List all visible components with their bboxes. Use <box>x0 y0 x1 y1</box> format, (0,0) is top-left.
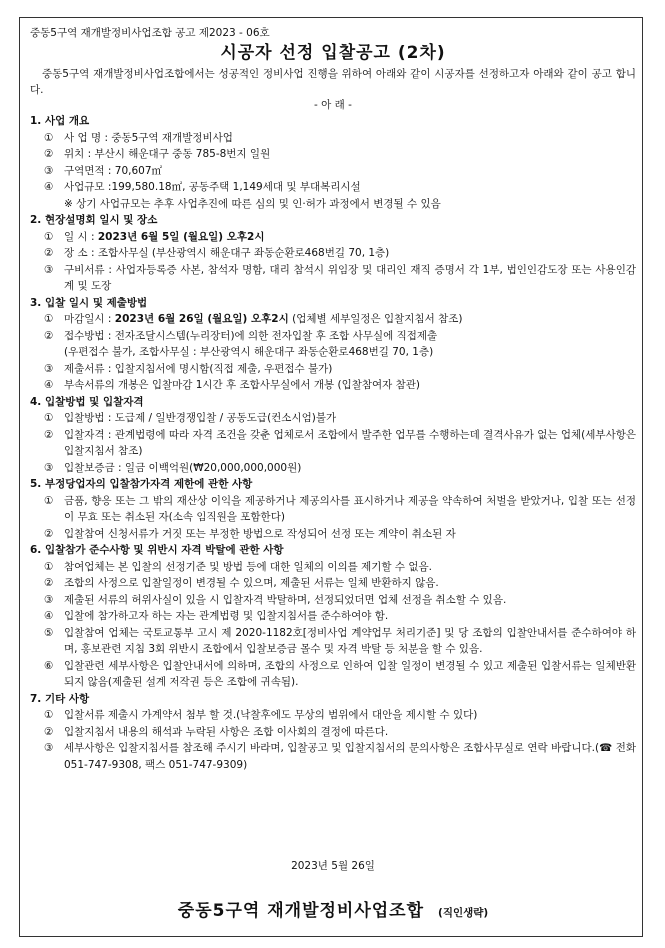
item-number: ③ <box>44 263 54 276</box>
item-number: ② <box>44 329 54 342</box>
item-text: 입찰보증금 : 일금 이백억원(₩20,000,000,000원) <box>64 461 302 474</box>
item-text: 위치 : 부산시 해운대구 중동 785-8번지 일원 <box>64 148 271 160</box>
section-heading: 6. 입찰참가 준수사항 및 위반시 자격 박탈에 관한 사항 <box>30 544 284 556</box>
item-text: 접수방법 : 전자조달시스템(누리장터)에 의한 전자입찰 후 조합 사무실에 직접제출 <box>64 329 438 342</box>
item-number: ⑥ <box>44 659 54 672</box>
item-number: ④ <box>44 610 54 622</box>
item-text: 입찰에 참가하고자 하는 자는 관계법령 및 입찰지침서를 준수하여야 함. <box>64 610 389 622</box>
scale-note: ※ 상기 사업규모는 추후 사업추진에 따른 심의 및 인·허가 과정에서 변경될 수 있음 <box>64 197 441 210</box>
section-bid-method <box>30 394 636 477</box>
item-text: 일 시 : <box>64 230 98 243</box>
item-text: 입찰방법 : 도급제 / 일반경쟁입찰 / 공동도급(컨소시엄)불가 <box>64 412 337 424</box>
section-heading: 2. 현장설명회 일시 및 장소 <box>30 214 158 226</box>
item-text: 구역면적 : 70,607㎡ <box>64 164 163 177</box>
list-item <box>30 427 636 460</box>
item-number: ③ <box>44 164 54 177</box>
section-briefing <box>30 212 636 295</box>
item-text: 구비서류 : 사업자등록증 사본, 참석자 명함, 대리 참석시 위임장 및 대리인 재직 증명서 각 1부, 법인인감도장 또는 사용인감계 및 도장 <box>64 263 636 292</box>
item-number: ① <box>44 494 54 507</box>
section-bid-submission <box>30 295 636 394</box>
item-text: 입찰서류 제출시 가계약서 첨부 할 것.(낙찰후에도 무상의 범위에서 대안을 제시할 수 있다) <box>64 709 478 721</box>
item-text: (우편접수 불가, 조합사무실 : 부산광역시 해운대구 좌동순환로468번길 70, 1층) <box>64 346 434 358</box>
list-item <box>30 229 636 246</box>
list-item <box>30 179 636 196</box>
item-text: 입찰참여 업체는 국토교통부 고시 제 2020-1182호[정비사업 계약업무 처리기준] 및 당 조합의 입찰안내서를 준수하여야 하며, 홍보관련 지침 3회 위반시 조합에서 입찰보증금 몰수 및 자격 박탈 등 처분을 할 수 있음. <box>64 626 636 655</box>
section-project-overview <box>30 113 636 212</box>
item-number: ② <box>44 148 54 160</box>
list-item <box>30 707 636 724</box>
item-number: ④ <box>44 181 54 193</box>
item-number: ① <box>44 709 54 721</box>
section-other <box>30 691 636 774</box>
item-number: ② <box>44 428 54 441</box>
item-number: ① <box>44 230 54 243</box>
item-number: ② <box>44 247 54 259</box>
item-text: 금품, 향응 또는 그 밖의 재산상 이익을 제공하거나 제공의사를 표시하거나 제공을 약속하여 처벌을 받았거나, 입찰 또는 선정이 무효 또는 취소된 자(소속 임직원을 포함한다) <box>64 494 636 523</box>
list-item-continuation <box>30 344 636 361</box>
list-item <box>30 245 636 262</box>
list-item <box>30 526 636 543</box>
item-text: 마감일시 : <box>64 313 115 325</box>
item-text: 입찰관련 세부사항은 입찰안내서에 의하며, 조합의 사정으로 인하여 입찰 일정이 변경될 수 있고 제출된 입찰서류는 일체반환 되지 않음(제출된 설계 저작권 등은 조합에 귀속됨). <box>64 659 636 688</box>
intro-paragraph: 중동5구역 재개발정비사업조합에서는 성공적인 정비사업 진행을 위하여 아래와 같이 시공자를 선정하고자 아래와 같이 공고 합니다. <box>30 68 636 96</box>
list-item <box>30 460 636 477</box>
list-item <box>30 592 636 609</box>
section-disqualification <box>30 476 636 542</box>
section-heading: 7. 기타 사항 <box>30 692 90 705</box>
item-number: ③ <box>44 362 54 375</box>
list-item <box>30 377 636 394</box>
item-text: 제출서류 : 입찰지침서에 명시함(직접 제출, 우편접수 불가) <box>64 362 333 375</box>
item-text: 참여업체는 본 입찰의 선정기준 및 방법 등에 대한 일체의 이의를 제기할 수 없음. <box>64 560 432 573</box>
item-text: 제출된 서류의 허위사실이 있을 시 입찰자격 박탈하며, 선정되었더면 업체 선정을 취소할 수 있음. <box>64 593 507 606</box>
list-item <box>30 361 636 378</box>
item-number: ④ <box>44 379 54 391</box>
item-number: ⑤ <box>44 626 54 639</box>
item-number: ① <box>44 131 54 144</box>
list-item <box>30 410 636 427</box>
item-text: 장 소 : 조합사무실 (부산광역시 해운대구 좌동순환로468번길 70, 1층) <box>64 247 390 259</box>
seal-omitted-note: (직인생략) <box>438 907 489 919</box>
item-text: 입찰자격 : 관계법령에 따라 자격 조건을 갖춘 업체로서 조합에서 발주한 업무를 수행하는데 결격사유가 없는 업체(세부사항은 입찰지침서 참조) <box>64 428 636 457</box>
list-item <box>30 493 636 526</box>
list-item <box>30 608 636 625</box>
section-heading: 4. 입찰방법 및 입찰자격 <box>30 395 144 408</box>
section-heading: 5. 부정당업자의 입찰참가자격 제한에 관한 사항 <box>30 478 253 490</box>
section-compliance <box>30 542 636 691</box>
list-item <box>30 625 636 658</box>
list-item <box>30 575 636 592</box>
item-text: 입찰지침서 내용의 해석과 누락된 사항은 조합 이사회의 결정에 따른다. <box>64 725 389 738</box>
item-text: 사업규모 :199,580.18㎡, 공동주택 1,149세대 및 부대복리시설 <box>64 181 361 193</box>
list-item <box>30 328 636 345</box>
list-item <box>30 262 636 295</box>
list-item <box>30 658 636 691</box>
issuer-name: 중동5구역 재개발정비사업조합 <box>177 901 425 921</box>
item-text: 부속서류의 개봉은 입찰마감 1시간 후 조합사무실에서 개봉 (입찰참여자 참관) <box>64 379 421 391</box>
item-number: ② <box>44 577 54 589</box>
list-item <box>30 311 636 328</box>
list-item <box>30 740 636 773</box>
notice-title: 시공자 선정 입찰공고 (2차) <box>220 43 446 63</box>
item-number: ① <box>44 412 54 424</box>
notice-reference: 중동5구역 재개발정비사업조합 공고 제2023 - 06호 <box>30 27 270 39</box>
item-text-suffix: (업체별 세부일정은 입찰지침서 참조) <box>288 313 463 325</box>
item-text: 사 업 명 : 중동5구역 재개발정비사업 <box>64 131 233 144</box>
item-number: ② <box>44 527 54 540</box>
deadline-datetime: 2023년 6월 26일 (월요일) 오후2시 <box>114 313 289 325</box>
list-item <box>30 146 636 163</box>
notice-date: 2023년 5월 26일 <box>291 860 375 872</box>
item-text: 입찰참여 신청서류가 거짓 또는 부정한 방법으로 작성되어 선정 또는 계약이 취소된 자 <box>64 527 456 540</box>
issuer-block <box>30 896 636 921</box>
item-number: ② <box>44 725 54 738</box>
item-number: ① <box>44 560 54 573</box>
item-number: ③ <box>44 742 54 754</box>
item-text: 세부사항은 입찰지침서를 참조해 주시기 바라며, 입찰공고 및 입찰지침서의 문의사항은 조합사무실로 연락 바랍니다.(☎ 전화 051-747-9308, 팩스 051-747-9309) <box>64 742 636 771</box>
item-number: ③ <box>44 461 54 474</box>
notice-body <box>30 26 636 921</box>
below-marker: - 아 래 - <box>314 99 352 111</box>
item-number: ① <box>44 313 54 325</box>
item-text: 조합의 사정으로 입찰일정이 변경될 수 있으며, 제출된 서류는 일체 반환하지 않음. <box>64 577 439 589</box>
briefing-datetime: 2023년 6월 5일 (월요일) 오후2시 <box>97 230 265 243</box>
list-item <box>30 163 636 180</box>
item-number: ③ <box>44 593 54 606</box>
section-heading: 3. 입찰 일시 및 제출방법 <box>30 296 148 309</box>
section-heading: 1. 사업 개요 <box>30 115 90 127</box>
list-item <box>30 559 636 576</box>
list-item <box>30 130 636 147</box>
list-item <box>30 724 636 741</box>
